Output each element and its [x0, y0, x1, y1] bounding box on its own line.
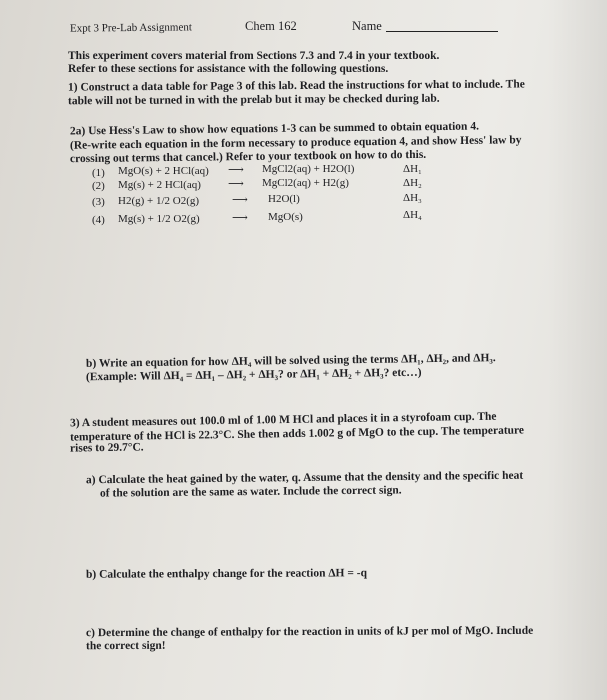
q3c-line-1: c) Determine the change of enthalpy for the reaction in units of kJ per mol of MgO. Include — [85, 624, 534, 640]
equation-delta-h: ΔH₁ — [403, 163, 422, 175]
q2a-line-3: crossing out terms that cancel.) Refer to your textbook on how to do this. — [69, 148, 427, 166]
arrow-icon: ⟶ — [228, 178, 244, 190]
intro-line-1: This experiment covers material from Sections 7.3 and 7.4 in your textbook. — [68, 50, 440, 62]
equation-reactants: Mg(s) + 1/2 O2(g) — [118, 213, 200, 225]
q3c-line-2: the correct sign! — [85, 639, 166, 653]
header-name-label: Name — [352, 19, 382, 33]
arrow-icon: ⟶ — [232, 194, 248, 206]
header-course: Chem 162 — [245, 19, 297, 33]
equation-reactants: H2(g) + 1/2 O2(g) — [118, 195, 200, 207]
equation-number: (2) — [92, 180, 105, 192]
equation-products: H2O(l) — [268, 193, 300, 205]
header-assignment: Expt 3 Pre-Lab Assignment — [69, 21, 192, 35]
equation-delta-h: ΔH₂ — [403, 177, 422, 189]
equation-number: (3) — [92, 196, 105, 208]
q3a-line-1: a) Calculate the heat gained by the water, q. Assume that the density and the specific heat — [85, 469, 524, 487]
q3b-line-1: b) Calculate the enthalpy change for the reaction ΔH = -q — [85, 567, 368, 581]
q1-line-1: 1) Construct a data table for Page 3 of this lab. Read the instructions for what to include. The — [67, 78, 525, 94]
name-blank-line[interactable] — [386, 31, 498, 32]
equation-delta-h: ΔH₄ — [403, 209, 422, 221]
equation-number: (4) — [92, 214, 105, 226]
q3-line-2: temperature of the HCl is 22.3°C. She then adds 1.002 g of MgO to the cup. The temperature — [69, 424, 525, 444]
equation-delta-h: ΔH₃ — [403, 192, 422, 204]
equation-reactants: MgO(s) + 2 HCl(aq) — [118, 165, 209, 177]
equation-number: (1) — [92, 167, 105, 179]
equation-reactants: Mg(s) + 2 HCl(aq) — [118, 179, 201, 191]
page-shadow — [547, 0, 607, 700]
arrow-icon: ⟶ — [228, 164, 244, 176]
equation-products: MgO(s) — [268, 211, 303, 223]
q2b-line-1: b) Write an equation for how ΔH₄ will be solved using the terms ΔH₁, ΔH₂, and ΔH₃. — [85, 352, 496, 370]
q3-line-1: 3) A student measures out 100.0 ml of 1.00 M HCl and places it in a styrofoam cup. The — [69, 410, 497, 430]
q1-line-2: table will not be turned in with the prelab but it may be checked during lab. — [67, 92, 440, 108]
q3a-line-2: of the solution are the same as water. Include the correct sign. — [99, 484, 402, 500]
q2b-line-2: (Example: Will ΔH₄ = ΔH₁ – ΔH₂ + ΔH₃? or ΔH₁ + ΔH₂ + ΔH₃? etc…) — [85, 366, 422, 384]
q2a-line-2: (Re-write each equation in the form necessary to produce equation 4, and show Hess' law by — [69, 134, 522, 152]
equation-products: MgCl2(aq) + H2O(l) — [262, 163, 355, 175]
intro-line-2: Refer to these sections for assistance with the following questions. — [68, 63, 389, 75]
q2a-line-1: 2a) Use Hess's Law to show how equations 1-3 can be summed to obtain equation 4. — [69, 120, 479, 138]
arrow-icon: ⟶ — [232, 212, 248, 224]
equation-products: MgCl2(aq) + H2(g) — [262, 177, 349, 189]
q3-line-3: rises to 29.7°C. — [69, 441, 144, 455]
